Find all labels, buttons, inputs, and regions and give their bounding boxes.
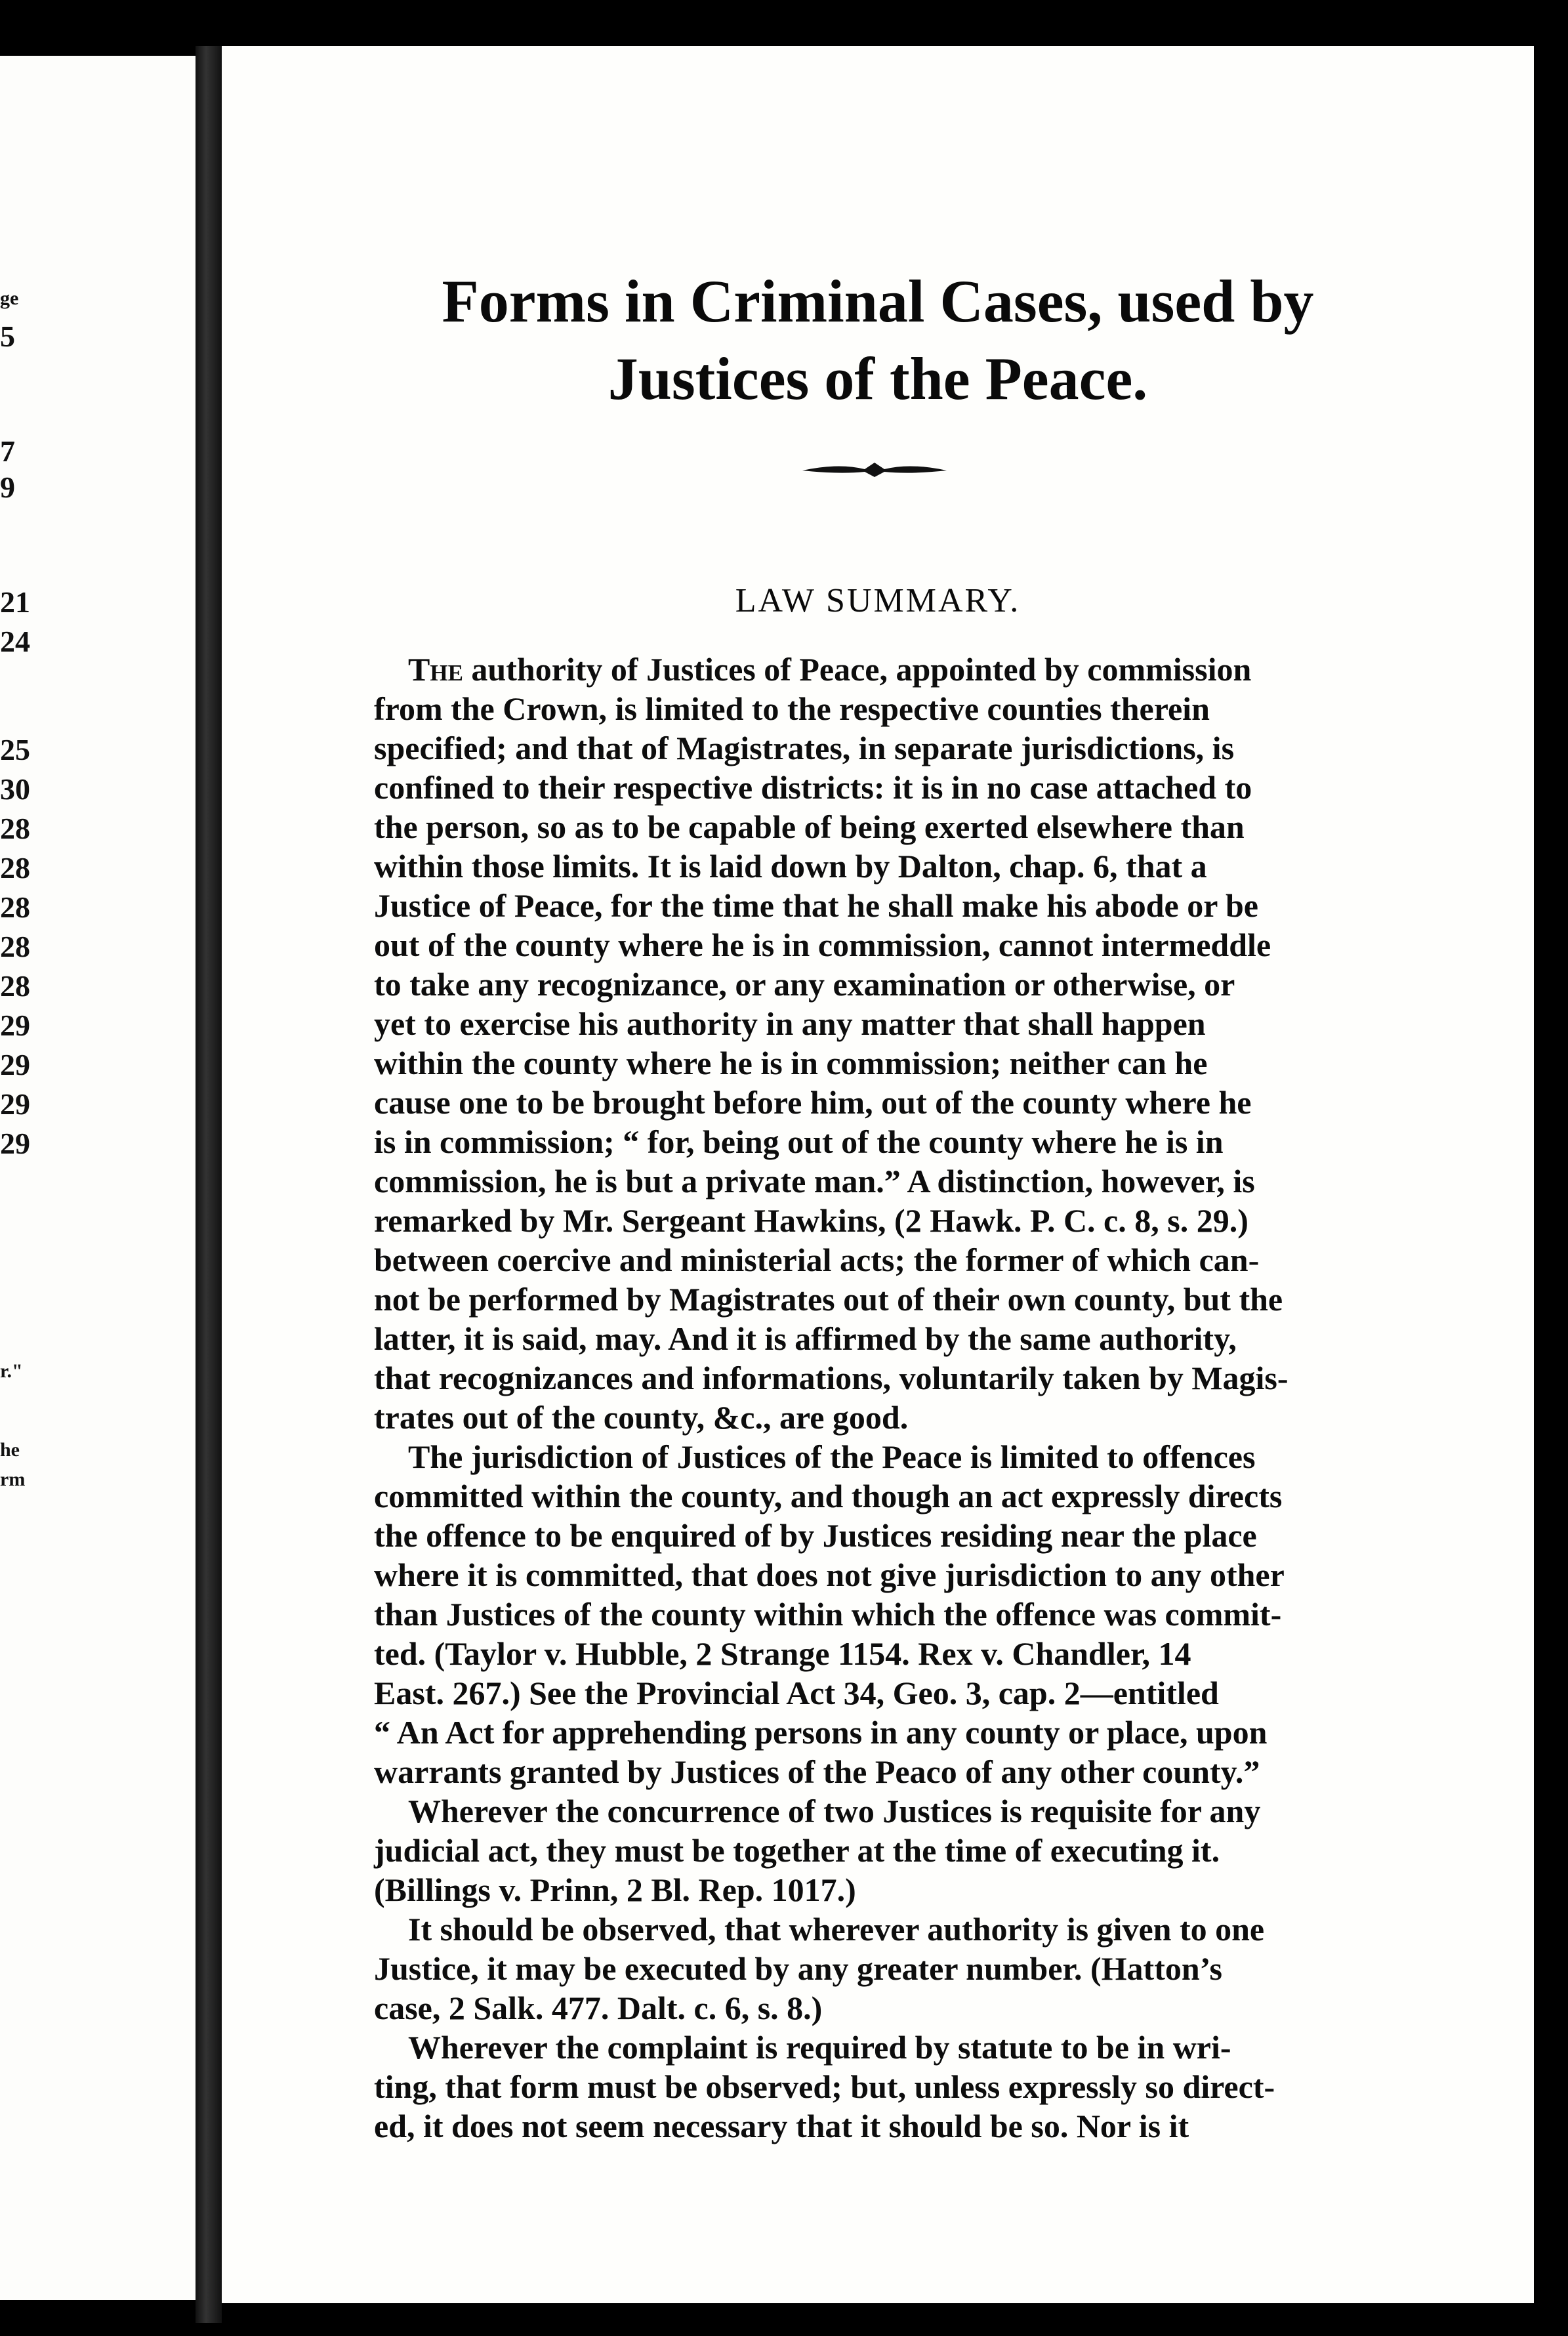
- text-line: [374, 1555, 1568, 1595]
- page-title: [222, 262, 1534, 417]
- text-line: [374, 728, 1568, 768]
- text-line-content: to take any recognizance, or any examination or otherwise, or: [374, 966, 1235, 1003]
- text-line: [374, 1516, 1568, 1555]
- text-line: [374, 965, 1568, 1004]
- text-line-content: committed within the county, and though an act expressly directs: [374, 1478, 1283, 1514]
- text-line: [374, 807, 1568, 846]
- text-line: [374, 1831, 1568, 1870]
- margin-fragment: rm: [0, 1469, 26, 1490]
- margin-fragment: 9: [0, 470, 15, 504]
- text-line: [374, 689, 1568, 728]
- ornament-divider-icon: [799, 456, 950, 482]
- text-line-content: East. 267.) See the Provincial Act 34, Geo. 3, cap. 2—entitled: [374, 1675, 1219, 1711]
- margin-fragment: 28: [0, 890, 30, 924]
- title-line-1: Forms in Criminal Cases, used by: [442, 268, 1314, 335]
- margin-fragment: 21: [0, 585, 30, 619]
- text-line-content: ed, it does not seem necessary that it should be so. Nor is it: [374, 2108, 1189, 2144]
- text-line: [374, 1161, 1568, 1201]
- text-line-content: (Billings v. Prinn, 2 Bl. Rep. 1017.): [374, 1871, 856, 1908]
- text-line: [374, 1909, 1568, 1949]
- margin-fragment: 28: [0, 851, 30, 885]
- text-line-content: remarked by Mr. Sergeant Hawkins, (2 Hawk. P. C. c. 8, s. 29.): [374, 1202, 1248, 1239]
- text-line-content: specified; and that of Magistrates, in separate jurisdictions, is: [374, 730, 1235, 766]
- text-line: [374, 886, 1568, 925]
- margin-fragment: 24: [0, 625, 30, 658]
- body-text: [374, 650, 1568, 2146]
- text-line-content: Justice of Peace, for the time that he shall make his abode or be: [374, 887, 1258, 924]
- text-line-content: out of the county where he is in commission, cannot intermeddle: [374, 927, 1271, 963]
- text-line: [374, 925, 1568, 965]
- left-page: [0, 56, 196, 2300]
- text-line: [374, 768, 1568, 807]
- text-line-content: The jurisdiction of Justices of the Peace is limited to offences: [408, 1438, 1256, 1475]
- text-line-content: ted. (Taylor v. Hubble, 2 Strange 1154. Rex v. Chandler, 14: [374, 1635, 1191, 1672]
- text-line-content: ting, that form must be observed; but, unless expressly so direct-: [374, 2068, 1275, 2105]
- text-line: [374, 1634, 1568, 1673]
- text-line: [374, 1319, 1568, 1358]
- text-line-content: confined to their respective districts: it is in no case attached to: [374, 769, 1252, 806]
- text-line-content: trates out of the county, &c., are good.: [374, 1399, 909, 1436]
- text-line: [374, 1595, 1568, 1634]
- text-line: [374, 846, 1568, 886]
- text-line: [374, 1713, 1568, 1752]
- margin-fragment: 25: [0, 733, 30, 766]
- margin-fragment: 29: [0, 1087, 30, 1121]
- text-line-content: cause one to be brought before him, out of the county where he: [374, 1084, 1252, 1121]
- text-line-content: yet to exercise his authority in any matter that shall happen: [374, 1005, 1206, 1042]
- margin-fragment: 29: [0, 1009, 30, 1042]
- text-line: [374, 1870, 1568, 1909]
- text-line: [374, 1988, 1568, 2028]
- text-line-content: It should be observed, that wherever authority is given to one: [408, 1911, 1265, 1948]
- text-line-content: within the county where he is in commission; neither can he: [374, 1045, 1208, 1081]
- margin-fragment: 30: [0, 772, 30, 806]
- margin-fragment: 28: [0, 812, 30, 845]
- margin-fragment: 28: [0, 930, 30, 963]
- text-line-content: between coercive and ministerial acts; the former of which can-: [374, 1241, 1260, 1278]
- text-line: [374, 1004, 1568, 1043]
- margin-fragment: 5: [0, 320, 15, 353]
- text-line: [374, 1398, 1568, 1437]
- text-line-content: commission, he is but a private man.” A distinction, however, is: [374, 1163, 1255, 1199]
- text-line-content: not be performed by Magistrates out of their own county, but the: [374, 1281, 1283, 1318]
- margin-fragment: 7: [0, 434, 15, 468]
- text-line: [374, 1083, 1568, 1122]
- text-line-content: is in commission; “ for, being out of the county where he is in: [374, 1123, 1224, 1160]
- text-line-content: the person, so as to be capable of being exerted elsewhere than: [374, 808, 1245, 845]
- text-line-content: latter, it is said, may. And it is affirmed by the same authority,: [374, 1320, 1237, 1357]
- text-line: [374, 650, 1568, 689]
- text-line-content: judicial act, they must be together at the time of executing it.: [374, 1832, 1220, 1869]
- text-line: [374, 1949, 1568, 1988]
- text-line-content: from the Crown, is limited to the respective counties therein: [374, 690, 1210, 727]
- text-line: [374, 1201, 1568, 1240]
- margin-fragment: 29: [0, 1048, 30, 1081]
- text-line: [374, 2028, 1568, 2067]
- book-spine: [196, 46, 222, 2323]
- right-page: [222, 46, 1534, 2303]
- text-line-content: authority of Justices of Peace, appointed by commission: [463, 651, 1252, 688]
- text-line: [374, 1752, 1568, 1791]
- text-line-content: “ An Act for apprehending persons in any county or place, upon: [374, 1714, 1268, 1751]
- margin-fragment: 29: [0, 1127, 30, 1160]
- text-line: [374, 1122, 1568, 1161]
- text-line-content: Justice, it may be executed by any greater number. (Hatton’s: [374, 1950, 1222, 1987]
- margin-fragment: he: [0, 1439, 20, 1461]
- text-line: [374, 1280, 1568, 1319]
- text-line-content: the offence to be enquired of by Justices residing near the place: [374, 1517, 1257, 1554]
- lead-word: The: [408, 651, 463, 688]
- text-line-content: within those limits. It is laid down by Dalton, chap. 6, that a: [374, 848, 1207, 885]
- section-heading: LAW SUMMARY.: [735, 582, 1021, 619]
- text-line: [374, 1437, 1568, 1476]
- margin-fragment: r.": [0, 1360, 23, 1382]
- text-line-content: Wherever the concurrence of two Justices is requisite for any: [408, 1793, 1261, 1829]
- text-line: [374, 1043, 1568, 1083]
- text-line-content: that recognizances and informations, voluntarily taken by Magis-: [374, 1360, 1289, 1396]
- text-line: [374, 1476, 1568, 1516]
- text-line: [374, 1240, 1568, 1280]
- text-line: [374, 1673, 1568, 1713]
- text-line: [374, 2067, 1568, 2106]
- text-line-content: warrants granted by Justices of the Peaco of any other county.”: [374, 1753, 1260, 1790]
- margin-fragment: 28: [0, 969, 30, 1003]
- text-line: [374, 1358, 1568, 1398]
- text-line: [374, 1791, 1568, 1831]
- text-line-content: than Justices of the county within which the offence was commit-: [374, 1596, 1282, 1633]
- text-line: [374, 2106, 1568, 2146]
- title-line-2: Justices of the Peace.: [608, 345, 1148, 412]
- text-line-content: case, 2 Salk. 477. Dalt. c. 6, s. 8.): [374, 1990, 823, 2026]
- text-line-content: Wherever the complaint is required by statute to be in wri-: [408, 2029, 1231, 2066]
- text-line-content: where it is committed, that does not give jurisdiction to any other: [374, 1556, 1285, 1593]
- left-page-margin-fragments: [0, 56, 196, 2300]
- margin-fragment: ge: [0, 287, 19, 309]
